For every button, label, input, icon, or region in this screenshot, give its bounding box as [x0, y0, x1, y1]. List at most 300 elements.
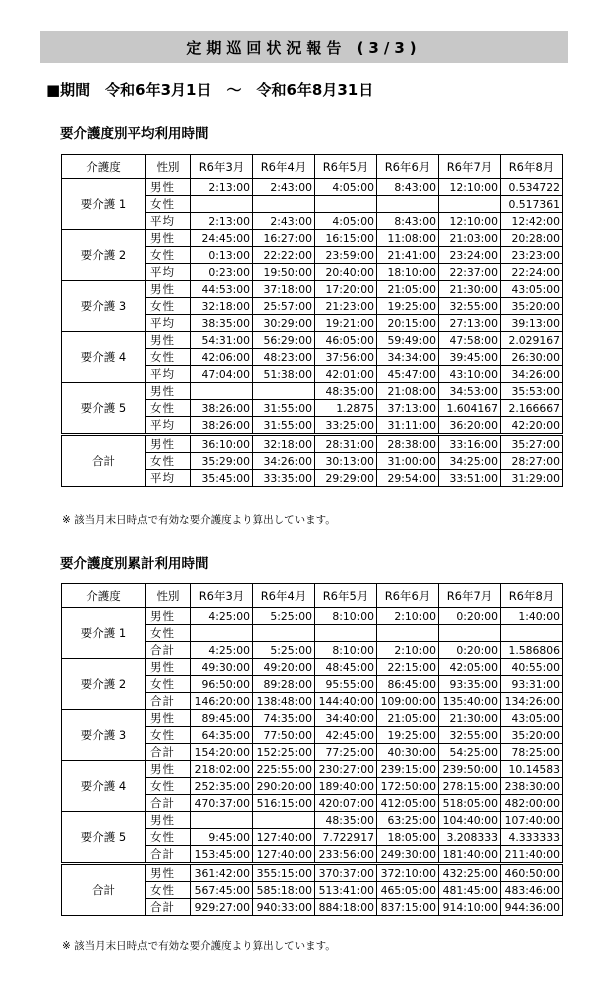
value-cell: 420:07:00: [315, 795, 377, 812]
value-cell: [191, 383, 253, 400]
value-cell: 372:10:00: [377, 864, 439, 882]
care-level-cell: 要介護 2: [62, 230, 146, 281]
value-cell: 34:26:00: [501, 366, 563, 383]
value-cell: 1.2875: [315, 400, 377, 417]
value-cell: 32:18:00: [191, 298, 253, 315]
value-cell: 8:43:00: [377, 179, 439, 196]
sex-cell: 女性: [146, 778, 191, 795]
column-header: R6年4月: [253, 155, 315, 179]
table-row: [62, 812, 563, 829]
value-cell: 21:03:00: [439, 230, 501, 247]
value-cell: 238:30:00: [501, 778, 563, 795]
sex-cell: 合計: [146, 693, 191, 710]
column-header: 介護度: [62, 584, 146, 608]
value-cell: 19:25:00: [377, 727, 439, 744]
value-cell: 482:00:00: [501, 795, 563, 812]
value-cell: 32:55:00: [439, 298, 501, 315]
value-cell: 516:15:00: [253, 795, 315, 812]
value-cell: 26:30:00: [501, 349, 563, 366]
value-cell: 11:08:00: [377, 230, 439, 247]
value-cell: 290:20:00: [253, 778, 315, 795]
sex-cell: 男性: [146, 281, 191, 298]
value-cell: [253, 383, 315, 400]
value-cell: 93:31:00: [501, 676, 563, 693]
value-cell: 230:27:00: [315, 761, 377, 778]
sex-cell: 男性: [146, 710, 191, 727]
value-cell: 0:20:00: [439, 642, 501, 659]
sex-cell: 男性: [146, 383, 191, 400]
value-cell: 16:27:00: [253, 230, 315, 247]
value-cell: 40:55:00: [501, 659, 563, 676]
average-usage-note: ※ 該当月末日時点で有効な要介護度より算出しています。: [62, 514, 336, 526]
value-cell: 483:46:00: [501, 882, 563, 899]
value-cell: 144:40:00: [315, 693, 377, 710]
table-row: [62, 659, 563, 676]
care-level-cell: 要介護 4: [62, 332, 146, 383]
sex-cell: 合計: [146, 795, 191, 812]
value-cell: 18:05:00: [377, 829, 439, 846]
value-cell: 16:15:00: [315, 230, 377, 247]
value-cell: 35:45:00: [191, 470, 253, 487]
column-header: 性別: [146, 155, 191, 179]
value-cell: [191, 196, 253, 213]
column-header: R6年7月: [439, 155, 501, 179]
table-row: [62, 710, 563, 727]
value-cell: 34:53:00: [439, 383, 501, 400]
value-cell: 74:35:00: [253, 710, 315, 727]
value-cell: 89:45:00: [191, 710, 253, 727]
value-cell: 107:40:00: [501, 812, 563, 829]
value-cell: 59:49:00: [377, 332, 439, 349]
column-header: R6年5月: [315, 584, 377, 608]
value-cell: 19:50:00: [253, 264, 315, 281]
value-cell: 127:40:00: [253, 829, 315, 846]
value-cell: 8:10:00: [315, 608, 377, 625]
value-cell: 4:25:00: [191, 608, 253, 625]
sex-cell: 男性: [146, 608, 191, 625]
value-cell: 1.604167: [439, 400, 501, 417]
value-cell: 23:24:00: [439, 247, 501, 264]
value-cell: [439, 196, 501, 213]
value-cell: 54:25:00: [439, 744, 501, 761]
value-cell: 89:28:00: [253, 676, 315, 693]
value-cell: 34:34:00: [377, 349, 439, 366]
value-cell: 211:40:00: [501, 846, 563, 864]
value-cell: 0.517361: [501, 196, 563, 213]
average-usage-section-title: 要介護度別平均利用時間: [60, 126, 209, 142]
value-cell: 77:50:00: [253, 727, 315, 744]
value-cell: 44:53:00: [191, 281, 253, 298]
value-cell: 239:15:00: [377, 761, 439, 778]
value-cell: 134:26:00: [501, 693, 563, 710]
value-cell: 2:43:00: [253, 179, 315, 196]
value-cell: 49:30:00: [191, 659, 253, 676]
sex-cell: 合計: [146, 642, 191, 659]
column-header: R6年3月: [191, 155, 253, 179]
sex-cell: 女性: [146, 349, 191, 366]
value-cell: 37:18:00: [253, 281, 315, 298]
sex-cell: 女性: [146, 400, 191, 417]
value-cell: 34:25:00: [439, 453, 501, 470]
value-cell: 2:13:00: [191, 213, 253, 230]
value-cell: 109:00:00: [377, 693, 439, 710]
value-cell: 19:25:00: [377, 298, 439, 315]
table-row: [62, 179, 563, 196]
cumulative-usage-note: ※ 該当月末日時点で有効な要介護度より算出しています。: [62, 940, 336, 952]
value-cell: 355:15:00: [253, 864, 315, 882]
value-cell: 40:30:00: [377, 744, 439, 761]
value-cell: [377, 625, 439, 642]
value-cell: 54:31:00: [191, 332, 253, 349]
sex-cell: 平均: [146, 366, 191, 383]
sex-cell: 女性: [146, 727, 191, 744]
value-cell: [315, 196, 377, 213]
table-row: [62, 761, 563, 778]
table-row: [62, 435, 563, 453]
value-cell: 22:24:00: [501, 264, 563, 281]
value-cell: 47:58:00: [439, 332, 501, 349]
value-cell: 20:28:00: [501, 230, 563, 247]
report-period: ■期間 令和6年3月1日 ～ 令和6年8月31日: [46, 81, 374, 99]
value-cell: 5:25:00: [253, 642, 315, 659]
value-cell: [191, 812, 253, 829]
value-cell: [501, 625, 563, 642]
value-cell: 20:40:00: [315, 264, 377, 281]
value-cell: 45:47:00: [377, 366, 439, 383]
value-cell: 218:02:00: [191, 761, 253, 778]
value-cell: 9:45:00: [191, 829, 253, 846]
value-cell: 31:00:00: [377, 453, 439, 470]
value-cell: 48:35:00: [315, 383, 377, 400]
column-header: R6年6月: [377, 584, 439, 608]
column-header: R6年7月: [439, 584, 501, 608]
value-cell: 78:25:00: [501, 744, 563, 761]
column-header: R6年6月: [377, 155, 439, 179]
value-cell: 28:38:00: [377, 435, 439, 453]
care-level-cell: 合計: [62, 864, 146, 916]
value-cell: 21:08:00: [377, 383, 439, 400]
value-cell: 12:10:00: [439, 213, 501, 230]
value-cell: 0:23:00: [191, 264, 253, 281]
value-cell: 21:05:00: [377, 281, 439, 298]
value-cell: 35:29:00: [191, 453, 253, 470]
value-cell: 37:56:00: [315, 349, 377, 366]
value-cell: [191, 625, 253, 642]
value-cell: 46:05:00: [315, 332, 377, 349]
value-cell: 42:45:00: [315, 727, 377, 744]
value-cell: 361:42:00: [191, 864, 253, 882]
value-cell: 585:18:00: [253, 882, 315, 899]
value-cell: 48:45:00: [315, 659, 377, 676]
value-cell: 884:18:00: [315, 899, 377, 916]
care-level-cell: 要介護 4: [62, 761, 146, 812]
value-cell: 43:05:00: [501, 710, 563, 727]
value-cell: 412:05:00: [377, 795, 439, 812]
sex-cell: 男性: [146, 864, 191, 882]
table-header-row: [62, 584, 563, 608]
sex-cell: 平均: [146, 470, 191, 487]
value-cell: 21:30:00: [439, 281, 501, 298]
value-cell: 63:25:00: [377, 812, 439, 829]
value-cell: 481:45:00: [439, 882, 501, 899]
value-cell: 22:22:00: [253, 247, 315, 264]
value-cell: 465:05:00: [377, 882, 439, 899]
value-cell: 31:55:00: [253, 417, 315, 435]
value-cell: 837:15:00: [377, 899, 439, 916]
sex-cell: 男性: [146, 812, 191, 829]
care-level-cell: 要介護 3: [62, 710, 146, 761]
sex-cell: 女性: [146, 676, 191, 693]
value-cell: 2.166667: [501, 400, 563, 417]
sex-cell: 男性: [146, 230, 191, 247]
care-level-cell: 要介護 5: [62, 812, 146, 864]
sex-cell: 女性: [146, 247, 191, 264]
sex-cell: 平均: [146, 315, 191, 332]
value-cell: 4:05:00: [315, 179, 377, 196]
table-row: [62, 332, 563, 349]
value-cell: 944:36:00: [501, 899, 563, 916]
value-cell: 93:35:00: [439, 676, 501, 693]
value-cell: [377, 196, 439, 213]
value-cell: 32:18:00: [253, 435, 315, 453]
value-cell: 29:54:00: [377, 470, 439, 487]
value-cell: 929:27:00: [191, 899, 253, 916]
value-cell: 48:35:00: [315, 812, 377, 829]
value-cell: 432:25:00: [439, 864, 501, 882]
value-cell: 47:04:00: [191, 366, 253, 383]
value-cell: 189:40:00: [315, 778, 377, 795]
value-cell: 154:20:00: [191, 744, 253, 761]
value-cell: 95:55:00: [315, 676, 377, 693]
value-cell: 470:37:00: [191, 795, 253, 812]
value-cell: 42:05:00: [439, 659, 501, 676]
sex-cell: 男性: [146, 179, 191, 196]
value-cell: 233:56:00: [315, 846, 377, 864]
value-cell: 33:25:00: [315, 417, 377, 435]
value-cell: 25:57:00: [253, 298, 315, 315]
value-cell: 28:31:00: [315, 435, 377, 453]
value-cell: 5:25:00: [253, 608, 315, 625]
value-cell: 2:43:00: [253, 213, 315, 230]
report-title: 定期巡回状況報告 (3/3): [40, 31, 568, 63]
value-cell: 35:53:00: [501, 383, 563, 400]
value-cell: 127:40:00: [253, 846, 315, 864]
value-cell: 36:20:00: [439, 417, 501, 435]
value-cell: 2:10:00: [377, 642, 439, 659]
value-cell: 38:35:00: [191, 315, 253, 332]
value-cell: 34:26:00: [253, 453, 315, 470]
value-cell: 56:29:00: [253, 332, 315, 349]
value-cell: 21:05:00: [377, 710, 439, 727]
table-row: [62, 608, 563, 625]
column-header: R6年5月: [315, 155, 377, 179]
value-cell: [253, 196, 315, 213]
value-cell: 96:50:00: [191, 676, 253, 693]
value-cell: 513:41:00: [315, 882, 377, 899]
value-cell: 39:45:00: [439, 349, 501, 366]
value-cell: 0:20:00: [439, 608, 501, 625]
value-cell: 4.333333: [501, 829, 563, 846]
value-cell: 460:50:00: [501, 864, 563, 882]
table-row: [62, 230, 563, 247]
value-cell: 27:13:00: [439, 315, 501, 332]
sex-cell: 女性: [146, 829, 191, 846]
column-header: R6年8月: [501, 155, 563, 179]
value-cell: 2:13:00: [191, 179, 253, 196]
value-cell: 225:55:00: [253, 761, 315, 778]
sex-cell: 平均: [146, 417, 191, 435]
value-cell: 172:50:00: [377, 778, 439, 795]
value-cell: 370:37:00: [315, 864, 377, 882]
value-cell: 278:15:00: [439, 778, 501, 795]
value-cell: 181:40:00: [439, 846, 501, 864]
value-cell: 21:41:00: [377, 247, 439, 264]
value-cell: 32:55:00: [439, 727, 501, 744]
value-cell: 239:50:00: [439, 761, 501, 778]
value-cell: 10.14583: [501, 761, 563, 778]
sex-cell: 女性: [146, 298, 191, 315]
value-cell: 21:30:00: [439, 710, 501, 727]
value-cell: 8:10:00: [315, 642, 377, 659]
value-cell: 2:10:00: [377, 608, 439, 625]
value-cell: 19:21:00: [315, 315, 377, 332]
care-level-cell: 合計: [62, 435, 146, 487]
value-cell: 39:13:00: [501, 315, 563, 332]
sex-cell: 男性: [146, 332, 191, 349]
value-cell: 48:23:00: [253, 349, 315, 366]
value-cell: 0.534722: [501, 179, 563, 196]
value-cell: 77:25:00: [315, 744, 377, 761]
value-cell: 31:29:00: [501, 470, 563, 487]
care-level-cell: 要介護 3: [62, 281, 146, 332]
table-row: [62, 281, 563, 298]
value-cell: 31:55:00: [253, 400, 315, 417]
table-header-row: [62, 155, 563, 179]
column-header: 介護度: [62, 155, 146, 179]
value-cell: 33:51:00: [439, 470, 501, 487]
value-cell: 4:25:00: [191, 642, 253, 659]
column-header: R6年8月: [501, 584, 563, 608]
value-cell: 30:29:00: [253, 315, 315, 332]
column-header: 性別: [146, 584, 191, 608]
table-row: [62, 383, 563, 400]
value-cell: 914:10:00: [439, 899, 501, 916]
value-cell: 64:35:00: [191, 727, 253, 744]
care-level-cell: 要介護 1: [62, 179, 146, 230]
value-cell: 567:45:00: [191, 882, 253, 899]
sex-cell: 合計: [146, 744, 191, 761]
care-level-cell: 要介護 5: [62, 383, 146, 435]
cumulative-usage-table: [61, 583, 563, 916]
value-cell: 8:43:00: [377, 213, 439, 230]
sex-cell: 平均: [146, 213, 191, 230]
value-cell: 34:40:00: [315, 710, 377, 727]
value-cell: 152:25:00: [253, 744, 315, 761]
value-cell: 36:10:00: [191, 435, 253, 453]
value-cell: 22:15:00: [377, 659, 439, 676]
value-cell: 42:06:00: [191, 349, 253, 366]
value-cell: 135:40:00: [439, 693, 501, 710]
value-cell: 22:37:00: [439, 264, 501, 281]
cumulative-usage-section-title: 要介護度別累計利用時間: [60, 556, 209, 572]
value-cell: 21:23:00: [315, 298, 377, 315]
sex-cell: 男性: [146, 659, 191, 676]
value-cell: 35:20:00: [501, 298, 563, 315]
value-cell: 43:10:00: [439, 366, 501, 383]
value-cell: 86:45:00: [377, 676, 439, 693]
value-cell: 42:01:00: [315, 366, 377, 383]
value-cell: 30:13:00: [315, 453, 377, 470]
value-cell: 23:59:00: [315, 247, 377, 264]
value-cell: 138:48:00: [253, 693, 315, 710]
value-cell: 104:40:00: [439, 812, 501, 829]
value-cell: 35:27:00: [501, 435, 563, 453]
value-cell: 37:13:00: [377, 400, 439, 417]
value-cell: 7.722917: [315, 829, 377, 846]
value-cell: 43:05:00: [501, 281, 563, 298]
value-cell: 38:26:00: [191, 417, 253, 435]
value-cell: 1.586806: [501, 642, 563, 659]
value-cell: 17:20:00: [315, 281, 377, 298]
value-cell: 3.208333: [439, 829, 501, 846]
value-cell: 20:15:00: [377, 315, 439, 332]
value-cell: 28:27:00: [501, 453, 563, 470]
sex-cell: 平均: [146, 264, 191, 281]
value-cell: 2.029167: [501, 332, 563, 349]
sex-cell: 女性: [146, 882, 191, 899]
value-cell: 4:05:00: [315, 213, 377, 230]
value-cell: 18:10:00: [377, 264, 439, 281]
value-cell: [253, 625, 315, 642]
value-cell: 51:38:00: [253, 366, 315, 383]
column-header: R6年4月: [253, 584, 315, 608]
value-cell: [315, 625, 377, 642]
value-cell: [439, 625, 501, 642]
care-level-cell: 要介護 1: [62, 608, 146, 659]
value-cell: 42:20:00: [501, 417, 563, 435]
sex-cell: 女性: [146, 625, 191, 642]
sex-cell: 女性: [146, 453, 191, 470]
value-cell: 12:10:00: [439, 179, 501, 196]
value-cell: 518:05:00: [439, 795, 501, 812]
value-cell: 24:45:00: [191, 230, 253, 247]
value-cell: 249:30:00: [377, 846, 439, 864]
value-cell: 1:40:00: [501, 608, 563, 625]
value-cell: [253, 812, 315, 829]
value-cell: 31:11:00: [377, 417, 439, 435]
value-cell: 23:23:00: [501, 247, 563, 264]
value-cell: 33:35:00: [253, 470, 315, 487]
care-level-cell: 要介護 2: [62, 659, 146, 710]
value-cell: 12:42:00: [501, 213, 563, 230]
value-cell: 0:13:00: [191, 247, 253, 264]
value-cell: 146:20:00: [191, 693, 253, 710]
sex-cell: 女性: [146, 196, 191, 213]
value-cell: 153:45:00: [191, 846, 253, 864]
value-cell: 35:20:00: [501, 727, 563, 744]
table-row: [62, 864, 563, 882]
value-cell: 29:29:00: [315, 470, 377, 487]
sex-cell: 男性: [146, 435, 191, 453]
value-cell: 49:20:00: [253, 659, 315, 676]
value-cell: 38:26:00: [191, 400, 253, 417]
value-cell: 33:16:00: [439, 435, 501, 453]
value-cell: 940:33:00: [253, 899, 315, 916]
sex-cell: 合計: [146, 846, 191, 864]
average-usage-table: [61, 154, 563, 487]
value-cell: 252:35:00: [191, 778, 253, 795]
sex-cell: 男性: [146, 761, 191, 778]
